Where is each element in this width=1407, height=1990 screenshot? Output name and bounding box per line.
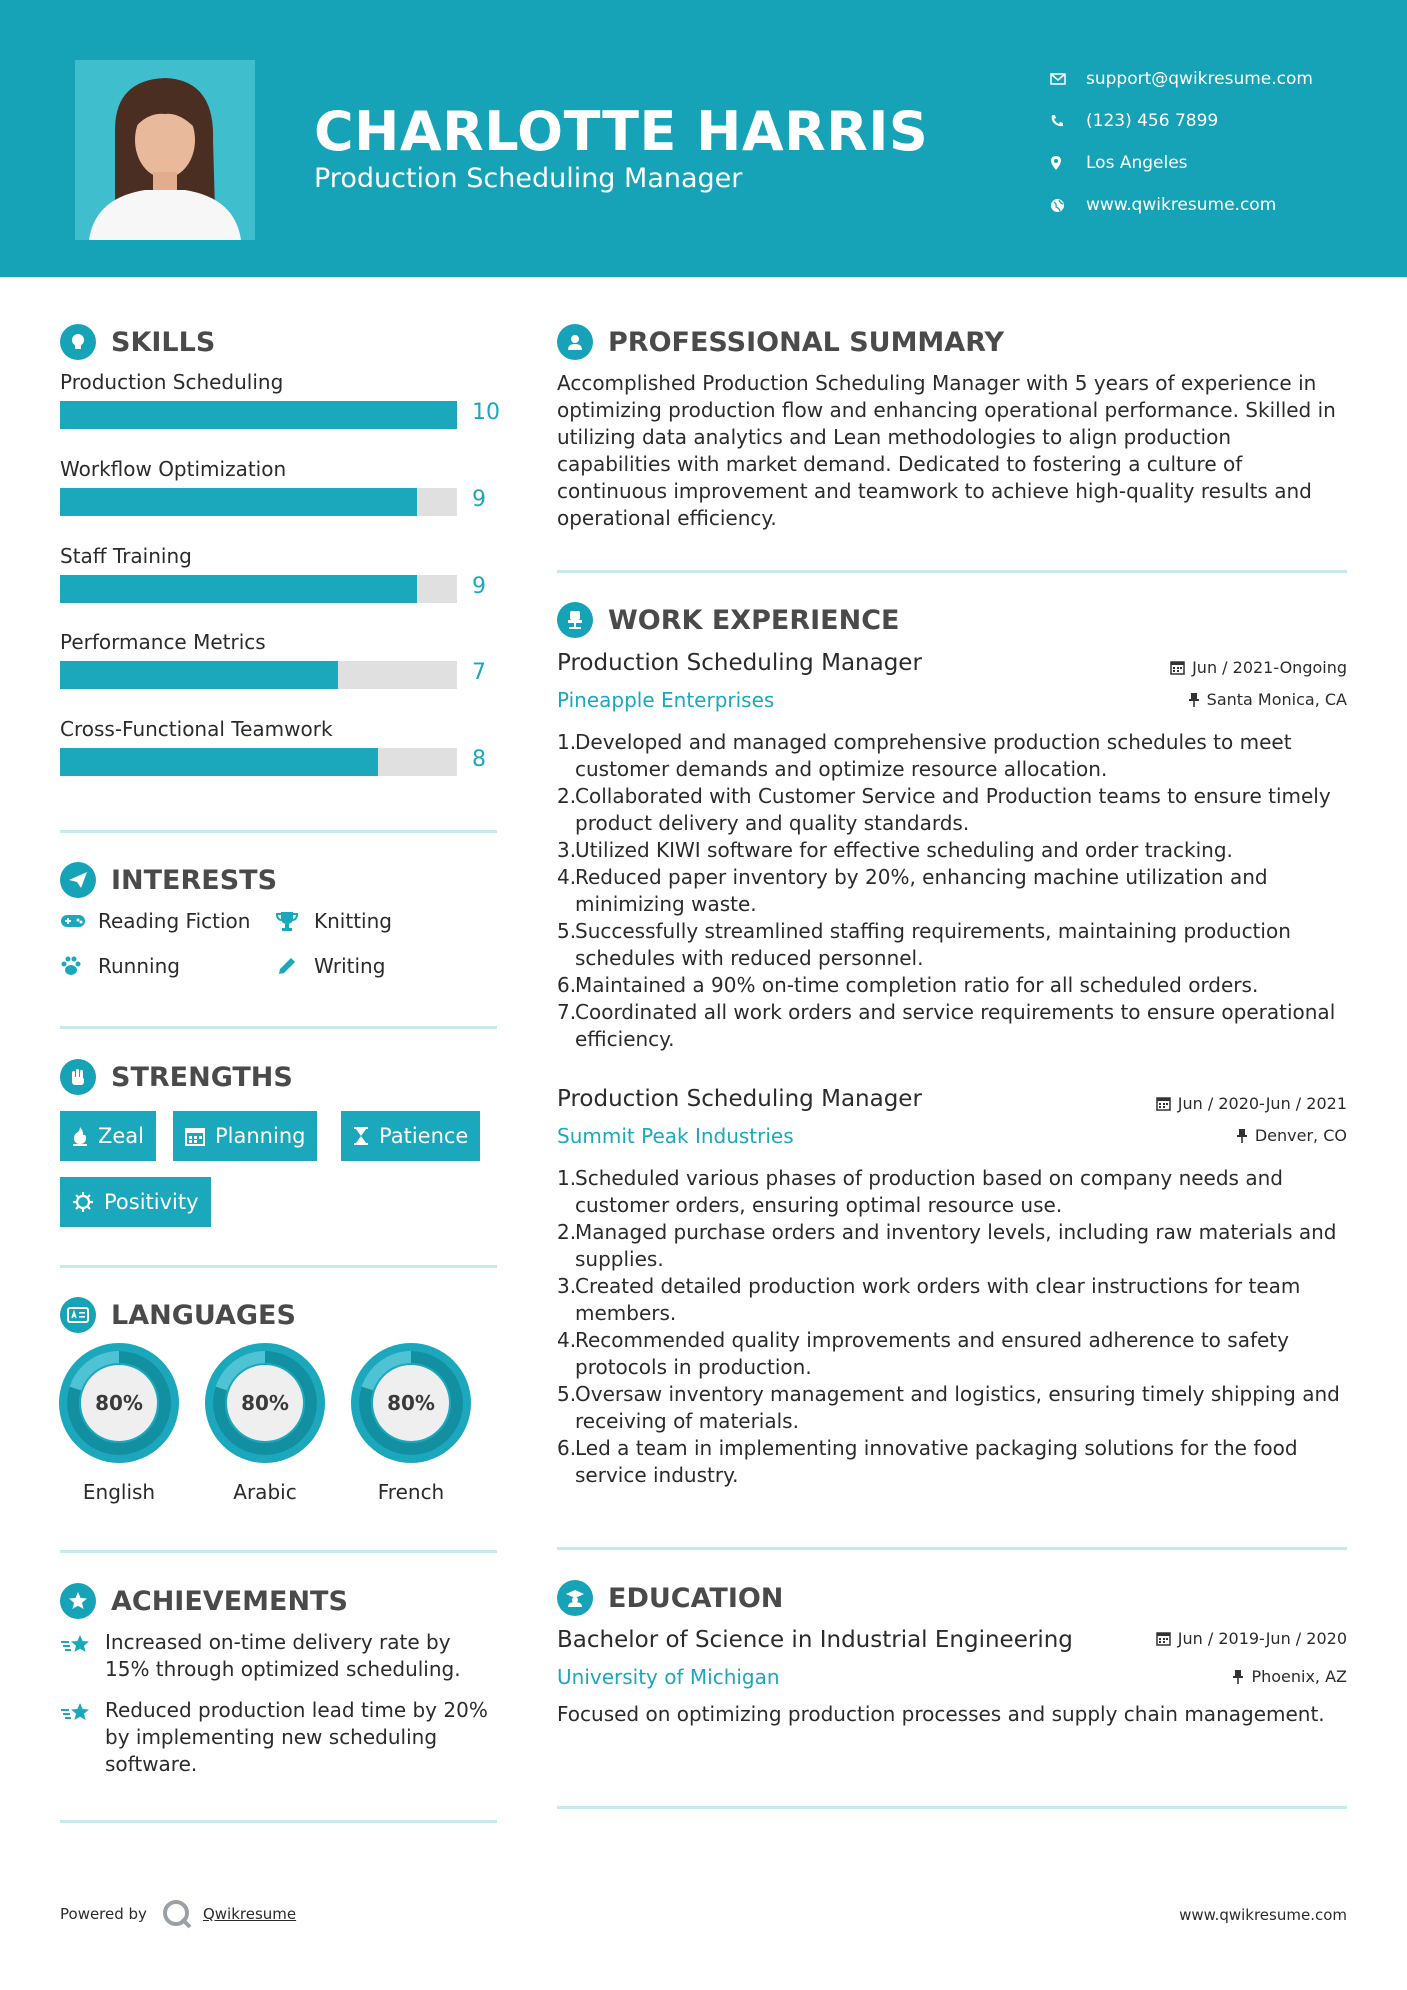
languages-title: LANGUAGES bbox=[111, 1299, 296, 1331]
language-percent: 80% bbox=[241, 1391, 289, 1415]
skills-title: SKILLS bbox=[111, 326, 216, 358]
language-icon bbox=[60, 1297, 96, 1333]
skill-value: 7 bbox=[472, 660, 486, 685]
job-bullet-text: Collaborated with Customer Service and Production teams to ensure timely product delivery and quality standards. bbox=[575, 784, 1331, 835]
interest-label: Knitting bbox=[314, 909, 392, 933]
summary-text: Accomplished Production Scheduling Manager with 5 years of experience in optimizing production flow and enhancing operational performance. Skilled in utilizing data analytics and Lean methodologies to align production capabilities with market demand. Dedicated to fostering a culture of continuous improvement and teamwork to achieve high-quality results and operational efficiency. bbox=[557, 371, 1336, 530]
globe-icon bbox=[1050, 198, 1086, 213]
shooting-star-icon bbox=[60, 1629, 105, 1683]
skill-value: 8 bbox=[472, 747, 486, 772]
job-bullet: 5. Oversaw inventory management and logistics, ensuring timely shipping and receiving of materials. bbox=[557, 1381, 1347, 1435]
interest-item bbox=[60, 909, 250, 933]
education-school: University of Michigan bbox=[557, 1665, 780, 1689]
language-percent: 80% bbox=[95, 1391, 143, 1415]
strength-label: Zeal bbox=[98, 1124, 145, 1148]
education-dates-text: Jun / 2019-Jun / 2020 bbox=[1177, 1629, 1347, 1648]
job-bullet: 3. Utilized KIWI software for effective scheduling and order tracking. bbox=[557, 838, 1233, 862]
skill-item bbox=[60, 717, 500, 772]
experience-heading bbox=[557, 602, 899, 638]
gamepad-icon bbox=[60, 913, 90, 929]
language-item bbox=[350, 1342, 472, 1504]
skill-bar-track bbox=[60, 401, 457, 429]
education-heading bbox=[557, 1580, 783, 1616]
job-bullet-text: Successfully streamlined staffing requirements, maintaining production schedules with reduced personnel. bbox=[575, 919, 1291, 970]
interest-label: Reading Fiction bbox=[98, 909, 251, 933]
job-bullet: 1. Developed and managed comprehensive production schedules to meet customer demands and optimize resource allocation. bbox=[557, 729, 1347, 783]
summary-heading bbox=[557, 324, 1004, 360]
strength-tag bbox=[60, 1177, 211, 1227]
trophy-icon bbox=[276, 910, 306, 932]
job-title: Production Scheduling Manager bbox=[557, 650, 922, 676]
map-pin-icon bbox=[1050, 155, 1086, 171]
job-bullet: 1. Scheduled various phases of production based on company needs and customer orders, ensuring optimal resource use. bbox=[557, 1165, 1347, 1219]
job-bullet-text: Recommended quality improvements and ensured adherence to safety protocols in production. bbox=[575, 1328, 1289, 1379]
contact-email-text: support@qwikresume.com bbox=[1086, 69, 1313, 89]
job-bullet-text: Developed and managed comprehensive production schedules to meet customer demands and optimize resource allocation. bbox=[575, 730, 1292, 781]
skill-bar-track bbox=[60, 488, 457, 516]
footer-website[interactable]: www.qwikresume.com bbox=[1179, 1906, 1347, 1924]
section-divider bbox=[557, 570, 1347, 573]
language-ring bbox=[204, 1342, 326, 1464]
job-bullet: 5. Successfully streamlined staffing requirements, maintaining production schedules with reduced personnel. bbox=[557, 918, 1347, 972]
contact-phone[interactable] bbox=[1050, 100, 1313, 142]
profile-photo bbox=[75, 60, 255, 240]
achievements-heading bbox=[60, 1583, 348, 1619]
skill-bar-fill bbox=[60, 748, 378, 776]
interest-item bbox=[276, 909, 392, 933]
job-bullet-text: Coordinated all work orders and service requirements to ensure operational efficiency. bbox=[575, 1000, 1336, 1051]
job-bullet: 6. Led a team in implementing innovative packaging solutions for the food service industry. bbox=[557, 1435, 1347, 1489]
job-bullet: 4. Recommended quality improvements and ensured adherence to safety protocols in production. bbox=[557, 1327, 1347, 1381]
strengths-title: STRENGTHS bbox=[111, 1061, 293, 1093]
calendar-icon bbox=[1156, 1631, 1171, 1646]
language-name: Arabic bbox=[233, 1480, 297, 1504]
languages-heading bbox=[60, 1297, 296, 1333]
interest-item bbox=[276, 954, 385, 978]
education-dates bbox=[1156, 1629, 1347, 1648]
envelope-icon bbox=[1050, 73, 1086, 85]
pushpin-icon bbox=[1236, 1128, 1248, 1143]
contact-phone-text: (123) 456 7899 bbox=[1086, 111, 1219, 131]
language-item bbox=[58, 1342, 180, 1504]
contact-website-text: www.qwikresume.com bbox=[1086, 195, 1277, 215]
fire-icon bbox=[72, 1126, 88, 1146]
candidate-title: Production Scheduling Manager bbox=[314, 163, 743, 194]
skill-bar-fill bbox=[60, 661, 338, 689]
contact-website[interactable] bbox=[1050, 184, 1313, 226]
contact-list bbox=[1050, 58, 1313, 226]
job-dates bbox=[1170, 658, 1347, 677]
contact-location bbox=[1050, 142, 1313, 184]
skill-item bbox=[60, 630, 500, 685]
lightbulb-icon bbox=[60, 324, 96, 360]
phone-icon bbox=[1050, 114, 1086, 128]
strength-label: Patience bbox=[379, 1124, 469, 1148]
education-title: EDUCATION bbox=[608, 1582, 784, 1614]
graduate-icon bbox=[557, 1580, 593, 1616]
achievement-item bbox=[60, 1629, 500, 1683]
skill-name: Performance Metrics bbox=[60, 630, 266, 654]
job-location-text: Santa Monica, CA bbox=[1206, 690, 1347, 709]
pencil-icon bbox=[276, 955, 306, 977]
interests-heading bbox=[60, 862, 277, 898]
interest-label: Writing bbox=[314, 954, 386, 978]
language-name: English bbox=[82, 1480, 156, 1504]
skill-name: Production Scheduling bbox=[60, 370, 284, 394]
skill-name: Workflow Optimization bbox=[60, 457, 287, 481]
skill-value: 9 bbox=[472, 487, 486, 512]
language-ring bbox=[58, 1342, 180, 1464]
powered-by-text: Powered by bbox=[60, 1905, 147, 1923]
job-dates-text: Jun / 2020-Jun / 2021 bbox=[1177, 1094, 1347, 1113]
calendar-icon bbox=[1156, 1096, 1171, 1111]
job-location-text: Denver, CO bbox=[1254, 1126, 1347, 1145]
job-bullet: 2. Collaborated with Customer Service and Production teams to ensure timely product delivery and quality standards. bbox=[557, 783, 1347, 837]
office-chair-icon bbox=[557, 602, 593, 638]
achievements-title: ACHIEVEMENTS bbox=[111, 1585, 348, 1617]
strengths-heading bbox=[60, 1059, 293, 1095]
skill-item bbox=[60, 544, 500, 599]
job-bullet-text: Maintained a 90% on-time completion ratio for all scheduled orders. bbox=[575, 973, 1259, 997]
job-bullet-text: Reduced paper inventory by 20%, enhancing machine utilization and minimizing waste. bbox=[575, 865, 1268, 916]
section-divider bbox=[60, 1265, 497, 1268]
job-title: Production Scheduling Manager bbox=[557, 1086, 922, 1112]
strength-label: Positivity bbox=[104, 1190, 199, 1214]
job-bullet: 3. Created detailed production work orders with clear instructions for team members. bbox=[557, 1273, 1347, 1327]
language-item bbox=[204, 1342, 326, 1504]
skill-name: Cross-Functional Teamwork bbox=[60, 717, 333, 741]
strength-tag bbox=[60, 1111, 156, 1161]
skill-value: 10 bbox=[472, 400, 500, 425]
calendar-icon bbox=[1170, 660, 1185, 675]
education-location-text: Phoenix, AZ bbox=[1251, 1667, 1347, 1686]
interests-title: INTERESTS bbox=[111, 864, 278, 896]
job-bullet-text: Scheduled various phases of production based on company needs and customer orders, ensuring optimal resource use. bbox=[575, 1166, 1283, 1217]
footer-powered-by bbox=[60, 1898, 296, 1930]
skill-bar-fill bbox=[60, 575, 417, 603]
star-badge-icon bbox=[60, 1583, 96, 1619]
education-degree: Bachelor of Science in Industrial Engineering bbox=[557, 1627, 1073, 1653]
pushpin-icon bbox=[1188, 692, 1200, 707]
pushpin-icon bbox=[1232, 1669, 1244, 1684]
achievement-item bbox=[60, 1697, 500, 1778]
interest-label: Running bbox=[98, 954, 180, 978]
job-location bbox=[1236, 1126, 1347, 1145]
achievement-text: Reduced production lead time by 20% by implementing new scheduling software. bbox=[105, 1698, 488, 1776]
section-divider bbox=[557, 1547, 1347, 1550]
job-bullet: 7. Coordinated all work orders and service requirements to ensure operational efficiency. bbox=[557, 999, 1347, 1053]
job-dates bbox=[1156, 1094, 1347, 1113]
skills-heading bbox=[60, 324, 215, 360]
language-name: French bbox=[377, 1480, 445, 1504]
experience-title: WORK EXPERIENCE bbox=[608, 604, 900, 636]
strength-tag bbox=[341, 1111, 480, 1161]
job-bullets bbox=[557, 729, 1347, 1053]
contact-email[interactable] bbox=[1050, 58, 1313, 100]
section-divider bbox=[60, 1550, 497, 1553]
hand-icon bbox=[60, 1059, 96, 1095]
job-bullet-text: Created detailed production work orders with clear instructions for team members. bbox=[575, 1274, 1301, 1325]
job-bullet: 6. Maintained a 90% on-time completion ratio for all scheduled orders. bbox=[557, 973, 1259, 997]
job-bullet: 4. Reduced paper inventory by 20%, enhancing machine utilization and minimizing waste. bbox=[557, 864, 1347, 918]
strength-tag bbox=[173, 1111, 317, 1161]
interest-item bbox=[60, 954, 180, 978]
skill-item bbox=[60, 457, 500, 512]
job-bullet: 2. Managed purchase orders and inventory levels, including raw materials and supplies. bbox=[557, 1219, 1347, 1273]
qwikresume-logo-icon bbox=[161, 1898, 193, 1930]
job-bullets bbox=[557, 1165, 1347, 1489]
sun-icon bbox=[72, 1191, 94, 1213]
language-percent: 80% bbox=[387, 1391, 435, 1415]
skill-bar-track bbox=[60, 748, 457, 776]
summary-title: PROFESSIONAL SUMMARY bbox=[608, 326, 1005, 358]
job-bullet-text: Managed purchase orders and inventory levels, including raw materials and supplies. bbox=[575, 1220, 1337, 1271]
skill-name: Staff Training bbox=[60, 544, 192, 568]
education-description: Focused on optimizing production processes and supply chain management. bbox=[557, 1702, 1325, 1726]
job-bullet-text: Utilized KIWI software for effective scheduling and order tracking. bbox=[575, 838, 1233, 862]
job-bullet-text: Led a team in implementing innovative packaging solutions for the food service industry. bbox=[575, 1436, 1298, 1487]
achievement-text: Increased on-time delivery rate by 15% through optimized scheduling. bbox=[105, 1630, 461, 1681]
section-divider bbox=[60, 1026, 497, 1029]
contact-location-text: Los Angeles bbox=[1086, 153, 1188, 173]
language-ring bbox=[350, 1342, 472, 1464]
paper-plane-icon bbox=[60, 862, 96, 898]
section-divider bbox=[60, 1820, 497, 1823]
job-dates-text: Jun / 2021-Ongoing bbox=[1192, 658, 1347, 677]
skill-bar-fill bbox=[60, 488, 417, 516]
paw-icon bbox=[60, 955, 90, 977]
skill-bar-track bbox=[60, 661, 457, 689]
skill-item bbox=[60, 370, 500, 425]
resume-header bbox=[0, 0, 1407, 277]
hourglass-icon bbox=[353, 1126, 369, 1146]
shooting-star-icon bbox=[60, 1697, 105, 1778]
skill-bar-fill bbox=[60, 401, 457, 429]
job-location bbox=[1188, 690, 1347, 709]
qwikresume-link[interactable]: Qwikresume bbox=[202, 1905, 297, 1923]
calendar-icon bbox=[185, 1126, 205, 1146]
education-location bbox=[1232, 1667, 1347, 1686]
job-bullet-text: Oversaw inventory management and logistics, ensuring timely shipping and receiving of materials. bbox=[575, 1382, 1340, 1433]
section-divider bbox=[60, 830, 497, 833]
candidate-name: CHARLOTTE HARRIS bbox=[314, 100, 929, 163]
job-company: Summit Peak Industries bbox=[557, 1124, 794, 1148]
strength-label: Planning bbox=[215, 1124, 306, 1148]
skill-value: 9 bbox=[472, 574, 486, 599]
job-company: Pineapple Enterprises bbox=[557, 688, 775, 712]
skill-bar-track bbox=[60, 575, 457, 603]
section-divider bbox=[557, 1806, 1347, 1809]
user-icon bbox=[557, 324, 593, 360]
